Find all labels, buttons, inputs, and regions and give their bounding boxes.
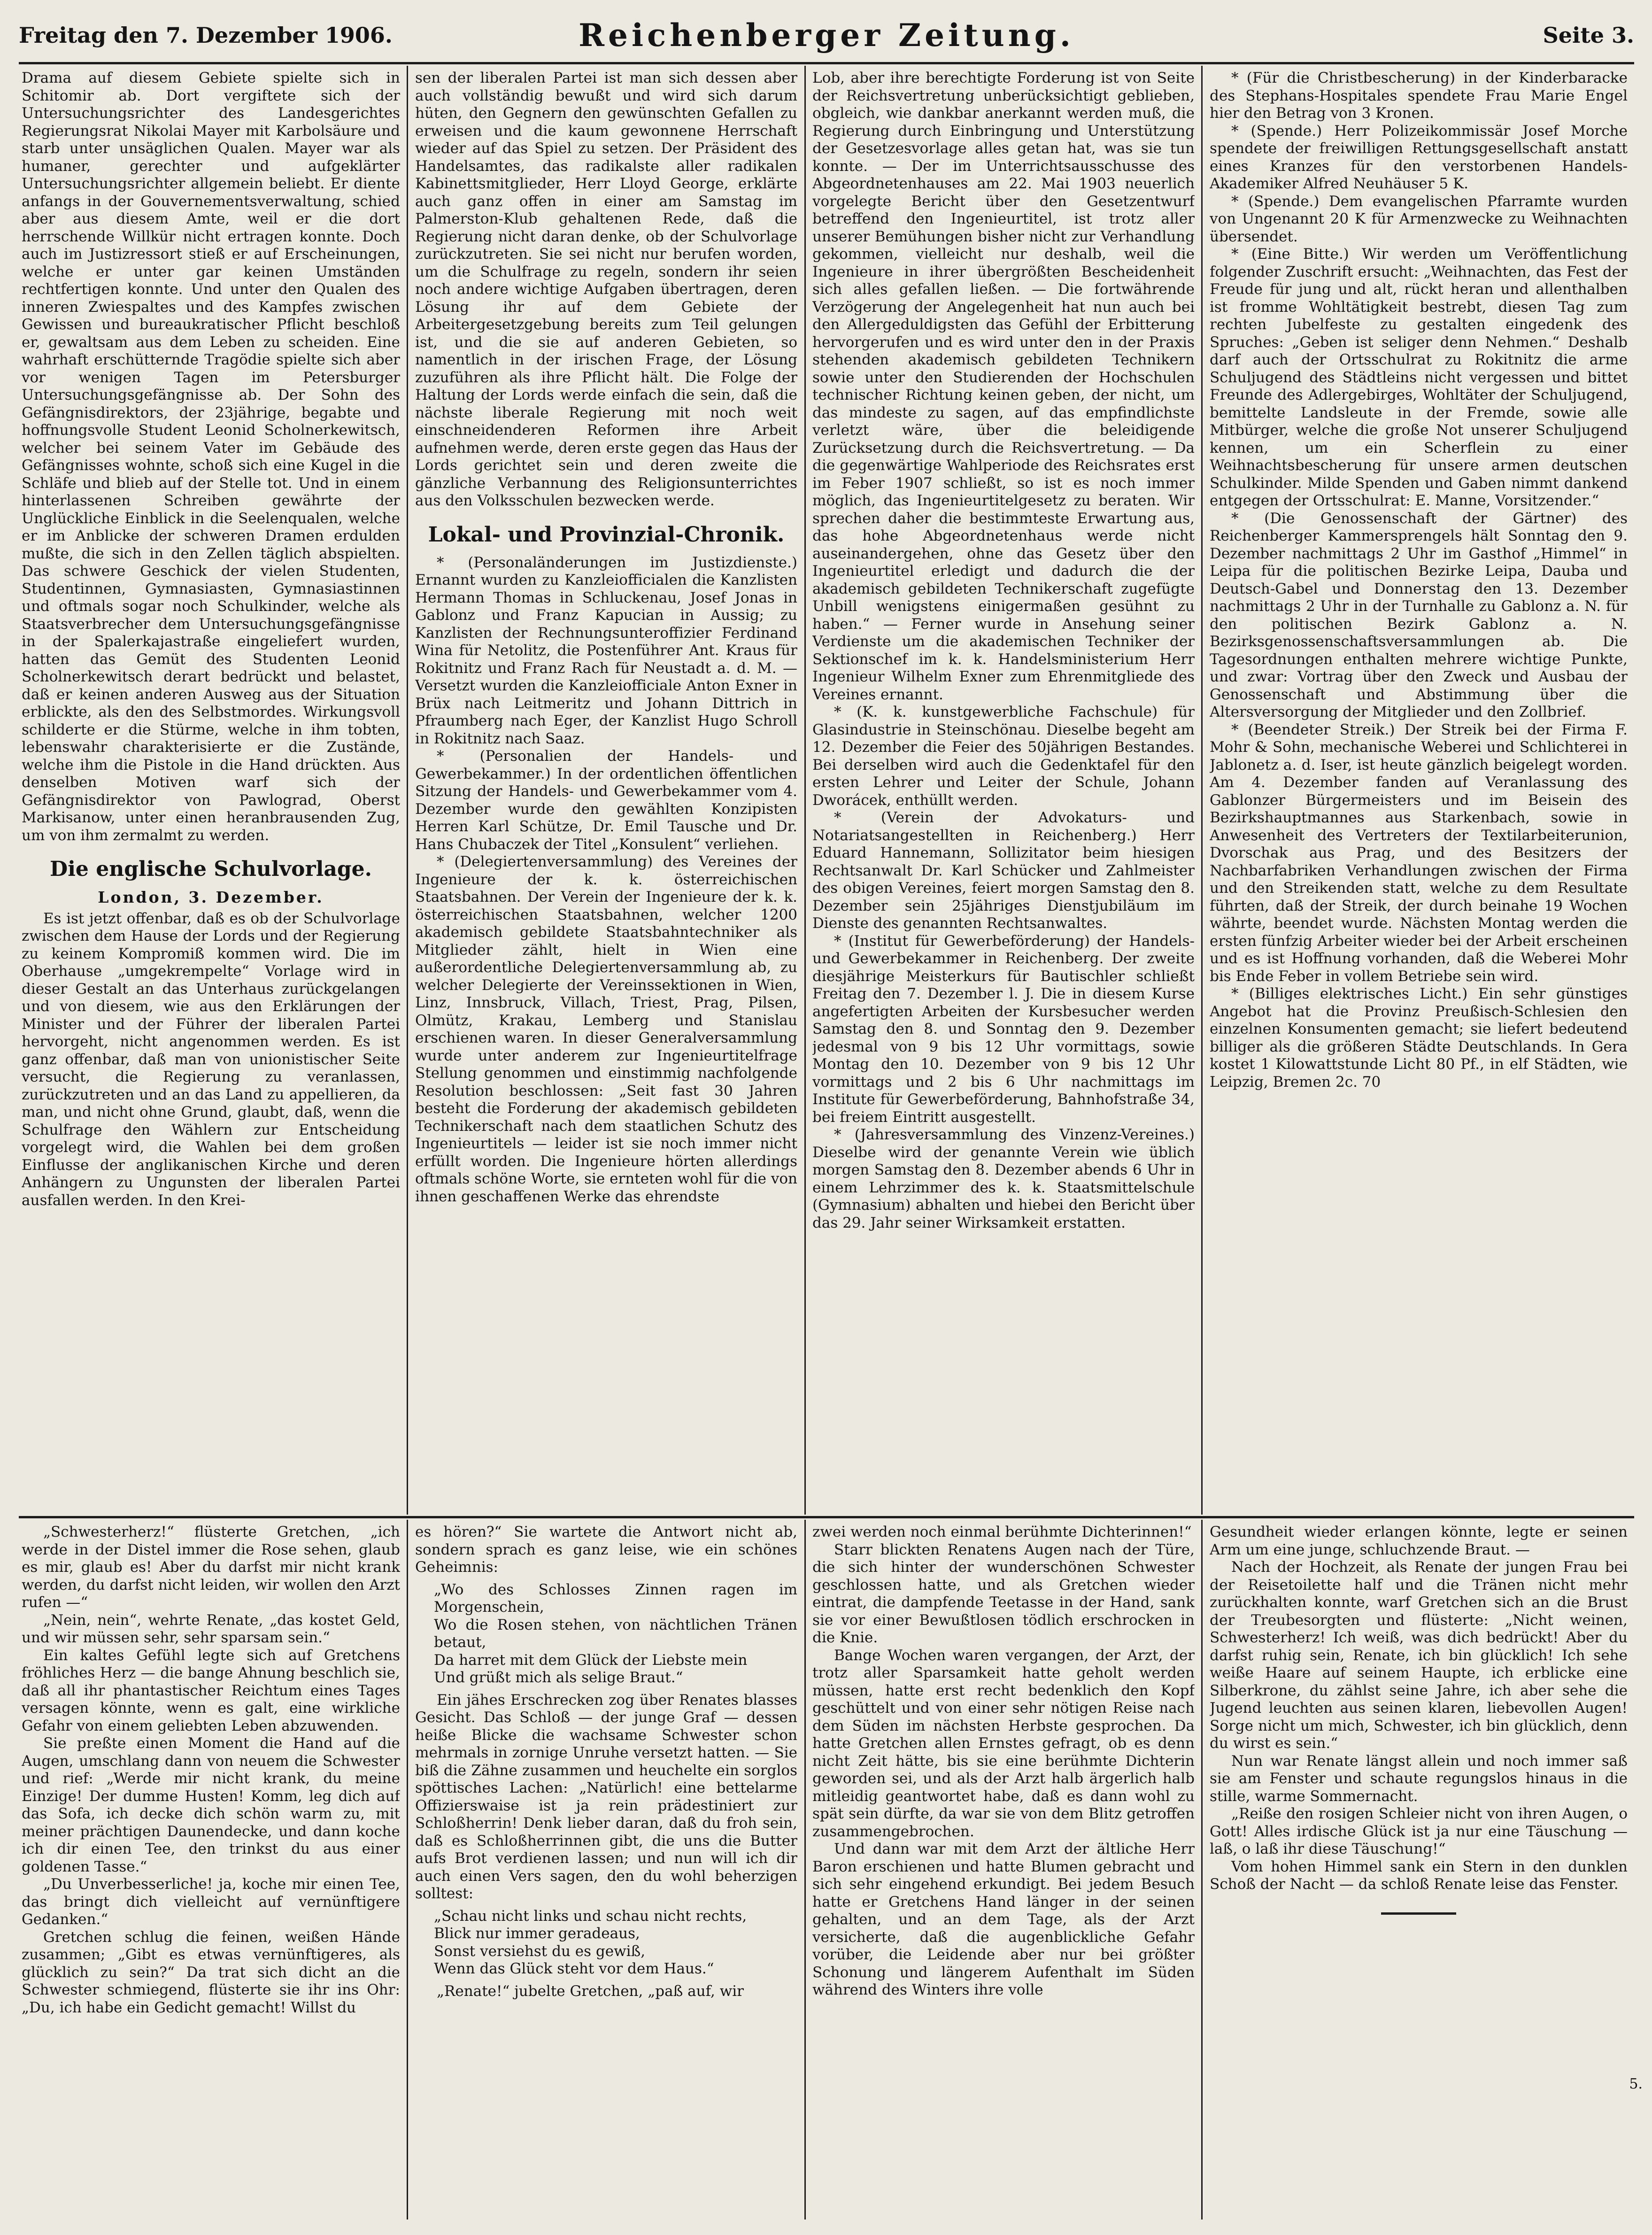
poem-line: Da harret mit dem Glück der Liebste mein [434,1651,748,1669]
story-paragraph: Und dann war mit dem Arzt der ältliche Herr Baron erschienen und hatte Blumen gebracht und sich sehr eingehend erkundigt. Bei jedem Besuch hatte er Gretchens Hand länger in der seinen gehalten, und an dem Tage, als der Arzt versicherte, daß die augenblickliche Gefahr vorüber, die Leidende aber nur bei größter Schonung und längerem Aufenthalt im Süden während des Winters ihre volle [812,1841,1195,1998]
story-paragraph: „Nein, nein“, wehrte Renate, „das kostet Geld, und wir müssen sehr, sehr sparsam sein.“ [22,1611,400,1646]
news-personal-justiz: * (Personaländerungen im Justizdienste.) Ernannt wurden zu Kanzleiofficialen die Kanzlisten Hermann Thomas in Schluckenau, Josef Jonas in Gablonz und Franz Kapucian in Aussig; zu Kanzlisten der Rechnungsunteroffizier Ferdinand Wina für Netolitz, die Postenführer Ant. Kraus für Rokitnitz und Franz Rach für Neustadt a. d. M. — Versetzt wurden die Kanzleiofficiale Anton Exner in Brüx nach Leitmeritz und Johann Dittrich in Pfraumberg nach Eger, der Kanzlist Hugo Schroll in Rokitnitz nach Saaz. [415,554,797,747]
page-header [19,7,1634,58]
story-paragraph: „Schwesterherz!“ flüsterte Gretchen, „ich werde in der Distel immer die Rose sehen, glaub es mir, glaub es! Aber du darfst mir nicht krank werden, du darfst nicht leiden, wir wollen den Arzt rufen —“ [22,1524,400,1611]
article-schulvorlage-text: Es ist jetzt offenbar, daß es ob der Schulvorlage zwischen dem Hause der Lords und der Regierung zu keinem Kompromiß kommen wird. Die im Oberhause „umgekrempelte“ Vorlage wird in dieser Gestalt an das Unterhaus zurückgelangen und von diesem, wie aus den Erklärungen der Minister und der Führer der liberalen Partei hervorgeht, nicht angenommen werden. Es ist ganz offenbar, daß man von unionistischer Seite versucht, die Regierung zu veranlassen, zurückzutreten und an das Land zu appellieren, da man, und nicht ohne Grund, glaubt, daß, wenn die Schulfrage den Wählern zur Entscheidung vorgelegt wird, die Wahlen bei dem großen Einflusse der anglikanischen Kirche und deren Anhängern zu Ungunsten der liberalen Partei ausfallen werden. In den Krei- [22,910,400,1209]
column-3 [812,70,1195,1511]
poem-line: Wenn das Glück steht vor dem Haus.“ [434,1960,714,1977]
poem-line: „Wo des Schlosses Zinnen ragen im Morgenschein, [434,1581,797,1616]
article-dateline: London, 3. Dezember. [98,888,324,906]
story-paragraph: Bange Wochen waren vergangen, der Arzt, der trotz aller Sparsamkeit hatte geholt werden müssen, hatte erst recht bedenklich den Kopf geschüttelt und von einer sehr nötigen Reise nach dem Süden im nächsten Herbste gesprochen. Da hatte Gretchen allen Ernstes gefragt, ob es denn nicht Zeit hätte, bis sie eine berühmte Dichterin geworden sei, und als der Arzt halb ärgerlich halb mitleidig geantwortet habe, daß es dann wohl zu spät sein dürfte, da war sie von dem Blitz getroffen zusammengebrochen. [812,1647,1195,1840]
story-paragraph: Gesundheit wieder erlangen könnte, legte er seinen Arm um eine junge, schluchzende Braut. — [1210,1524,1628,1558]
poem-line: Wo die Rosen stehen, von nächtlichen Tränen betaut, [434,1616,797,1651]
header-rule [19,62,1634,64]
news-streik: * (Beendeter Streik.) Der Streik bei der Firma F. Mohr & Sohn, mechanische Weberei und Schlichterei in Jablonetz a. d. Iser, ist heute gänzlich beigelegt worden. Am 4. Dezember fanden auf Veranlassung des Gablonzer Bürgermeisters und im Beisein des Bezirkshauptmannes aus Starkenbach, sowie in Anwesenheit des Vertreters der Textilarbeiterunion, Dvorschak aus Prag, und des Besitzers der Nachbarfabriken Verhandlungen zwischen der Firma und den Streikenden statt, welche zu dem Resultate führten, daß der Streik, der durch beinahe 19 Wochen währte, beendet wurde. Nächsten Montag werden die ersten fünfzig Arbeiter wieder bei der Arbeit erscheinen und es ist Hoffnung vorhanden, daß die Weberei Mohr bis Ende Feber in vollem Betriebe sein wird. [1210,721,1628,985]
feuilleton-rule [19,1516,1634,1518]
margin-mark: 5. [1629,2076,1643,2092]
column-2 [415,70,797,1511]
section-heading-chronik: Lokal- und Provinzial-Chronik. [428,522,785,547]
column-rule-6 [1201,1520,1203,2220]
story-paragraph: „Du Unverbesserliche! ja, koche mir einen Tee, das bringt dich vielleicht auf vernünftigere Gedanken.“ [22,1876,400,1928]
feuilleton-column-1 [22,1524,400,2219]
news-christbescherung: * (Für die Christbescherung) in der Kinderbaracke des Stephans-Hospitales spendete Frau Marie Engel hier den Betrag von 3 Kronen. [1210,70,1628,122]
story-paragraph: Sie preßte einen Moment die Hand auf die Augen, umschlang dann von neuem die Schwester und rief: „Werde mir nicht krank, du meine Einzige! Der dumme Husten! Komm, leg dich auf das Sofa, ich decke dich schön warm zu, mit meiner prächtigen Daunendecke, und dann koche ich dir einen Tee, den trinkst du aus einer goldenen Tasse.“ [22,1735,400,1875]
news-delegierten: * (Delegiertenversammlung) des Vereines der Ingenieure der k. k. österreichischen Staatsbahnen. Der Verein der Ingenieure der k. k. österreichischen Staatsbahnen, welcher 1200 akademisch gebildete Staatsbahntechniker als Mitglieder zählt, hielt in Wien eine außerordentliche Delegiertenversammlung ab, zu welcher Delegierte der Vereinssektionen in Wien, Linz, Innsbruck, Villach, Triest, Prag, Pilsen, Olmütz, Krakau, Lemberg und Stanislau erschienen waren. In dieser Generalversammlung wurde unter anderem zur Ingenieurtitelfrage Stellung genommen und einstimmig nachfolgende Resolution beschlossen: „Seit fast 30 Jahren besteht die Forderung der akademisch gebildeten Technikerschaft nach dem staatlichen Schutz des Ingenieurtitels — leider ist sie noch immer nicht erfüllt worden. Die Ingenieure hörten allerdings oftmals schöne Worte, sie ernteten wohl für die von ihnen geschaffenen Werke das ehrendste [415,853,797,1205]
story-paragraph: Starr blickten Renatens Augen nach der Türe, die sich hinter der wunderschönen Schwester geschlossen hatte, und als Gretchen wieder eintrat, die dampfende Teetasse in der Hand, sank sie vor einer Bewußtlosen tödlich erschrocken in die Knie. [812,1541,1195,1646]
feuilleton-column-3 [812,1524,1195,2219]
news-gaertner: * (Die Genossenschaft der Gärtner) des Reichenberger Kammersprengels hält Sonntag den 9. Dezember nachmittags 2 Uhr im Gasthof „Himmel“ in Leipa für die politischen Bezirke Leipa, Dauba und Deutsch-Gabel und Donnerstag den 13. Dezember nachmittags 2 Uhr in der Turnhalle zu Gablonz a. N. für den politischen Bezirk Gablonz a. N. Bezirksgenossenschaftsversammlungen ab. Die Tagesordnungen enthalten mehrere wichtige Punkte, und zwar: Vortrag über den Zweck und Ausbau der Genossenschaft und Abstimmung über die Altersversorgung der Mitglieder und den Zollbrief. [1210,510,1628,720]
column-4 [1210,70,1628,1511]
feuilleton-column-2 [415,1524,797,2219]
story-paragraph: zwei werden noch einmal berühmte Dichterinnen!“ [812,1524,1192,1540]
news-vinzenz: * (Jahresversammlung des Vinzenz-Vereines.) Dieselbe wird der genannte Verein wie üblich morgen Samstag den 8. Dezember abends 6 Uhr in einem Lehrzimmer des k. k. Staatsmittelschule (Gymnasium) abhalten und hiebei den Bericht über das 29. Jahr seiner Wirksamkeit erstatten. [812,1126,1195,1231]
news-fachschule: * (K. k. kunstgewerbliche Fachschule) für Glasindustrie in Steinschönau. Dieselbe begeht am 12. Dezember die Feier des 50jährigen Bestandes. Bei derselben wird auch die Gedenktafel für den ersten Lehrer und Leiter der Schule, Johann Dworácek, enthüllt werden. [812,704,1195,809]
poem-line: „Schau nicht links und schau nicht rechts, [434,1907,747,1925]
news-licht: * (Billiges elektrisches Licht.) Ein sehr günstiges Angebot hat die Provinz Preußisch-Schlesien den einzelnen Konsumenten gemacht; sie liefert bedeutend billiger als die größeren Städte Deutschlands. In Gera kostet 1 Kilowattstunde Licht 80 Pf., in elf Städten, wie Leipzig, Bremen 2c. 70 [1210,985,1628,1090]
story-paragraph: es hören?“ Sie wartete die Antwort nicht ab, sondern sprach es ganz leise, wie ein schönes Geheimnis: [415,1524,797,1576]
news-bitte: * (Eine Bitte.) Wir werden um Veröffentlichung folgender Zuschrift ersucht: „Weihnachten, das Fest der Freude für jung und alt, rückt heran und allenthalben ist fromme Wohltätigkeit bestrebt, diesen Tag zum rechten Jubelfeste zu gestalten eingedenk des Spruches: „Geben ist seliger denn Nehmen.“ Deshalb darf auch der Ortsschulrat zu Rokitnitz die arme Schuljugend des Städtleins nicht vergessen und bittet Freunde des Adlergebirges, Wohltäter der Schuljugend, bemittelte Landsleute in der Fremde, sowie alle Mitbürger, welche die große Not unserer Schuljugend kennen, um ein Scherflein zu einer Weihnachtsbescherung für unsere armen deutschen Schulkinder. Milde Spenden und Gaben nimmt dankend entgegen der Ortsschulrat: E. Manne, Vorsitzender.“ [1210,246,1628,509]
poem-line: Blick nur immer geradeaus, [434,1925,640,1942]
feuilleton-column-4 [1210,1524,1628,2219]
story-paragraph: Vom hohen Himmel sank ein Stern in den dunklen Schoß der Nacht — da schloß Renate leise das Fenster. [1210,1858,1628,1893]
article-schulvorlage-cont: sen der liberalen Partei ist man sich dessen aber auch vollständig bewußt und wird sich darum hüten, den Gegnern den gewünschten Gefallen zu erweisen und die kaum gewonnene Herrschaft wieder auf das Spiel zu setzen. Der Präsident des Handelsamtes, das radikalste aller radikalen Kabinettsmitglieder, Herr Lloyd George, erklärte auch ganz offen in einer am Samstag im Palmerston-Klub gehaltenen Rede, daß die Regierung nicht daran denke, ob der Schulvorlage zurückzutreten. Sie sei nicht nur berufen worden, um die Schulfrage zu regeln, sondern ihr seien noch andere wichtige Aufgaben übertragen, deren Lösung ihr auf dem Gebiete der Arbeitergesetzgebung bereits zum Teil gelungen ist, und die sie auf anderen Gebieten, so namentlich in der irischen Frage, der Lösung zuzuführen als ihre Pflicht hält. Die Folge der Haltung der Lords werde einfach die sein, daß die nächste liberale Regierung mit noch weit einschneidenderen Reformen ihre Arbeit aufnehmen werde, deren erste gegen das Haus der Lords gerichtet sein und deren zweite die gänzliche Verbannung des Religionsunterrichtes aus den Volksschulen bezwecken werde. [415,70,797,509]
news-ingenieur-cont: Lob, aber ihre berechtigte Forderung ist von Seite der Reichsvertretung unberücksichtigt geblieben, obgleich, wie dankbar anerkannt werden muß, die Regierung durch Einbringung und Unterstützung der Gesetzesvorlage alles getan hat, was sie tun konnte. — Der im Unterrichtsausschusse des Abgeordnetenhauses am 22. Mai 1903 neuerlich vorgelegte Bericht über den Gesetzentwurf betreffend den Ingenieurtitel, ist trotz aller unserer Bemühungen bisher nicht zur Verhandlung gekommen, vielleicht nur deshalb, weil die Ingenieure in ihrer übergrößten Bescheidenheit sich alles gefallen ließen. — Die fortwährende Verzögerung der Angelegenheit hat nun auch bei den Allergeduldigsten das Gefühl der Erbitterung hervorgerufen und es wird unter den in der Praxis stehenden akademisch gebildeten Technikern sowie unter den Studierenden der Hochschulen technischer Richtung keinen geben, der nicht, um das mindeste zu sagen, auf das empfindlichste verletzt wäre, über die beleidigende Zurücksetzung durch die Reichsvertretung. — Da die gegenwärtige Wahlperiode des Reichsrates erst im Feber 1907 schließt, so ist es noch immer möglich, das Ingenieurtitelgesetz zu beraten. Wir sprechen daher die bestimmteste Erwartung aus, das hohe Abgeordnetenhaus werde nicht auseinandergehen, ohne das Gesetz über den Ingenieurtitel erledigt und dadurch die der akademisch gebildeten Technikerschaft zugefügte Unbill wenigstens einigermaßen gesühnt zu haben.“ — Ferner wurde in Ansehung seiner Verdienste um die akademischen Techniker der Sektionschef im k. k. Handelsministerium Herr Ingenieur Wilhelm Exner zum Ehrenmitgliede des Vereines ernannt. [812,70,1195,703]
poem-line: Sonst versiehst du es gewiß, [434,1942,646,1960]
header-date: Freitag den 7. Dezember 1906. [19,23,393,48]
column-rule-5 [804,1520,806,2220]
news-gewerbefoerderung: * (Institut für Gewerbeförderung) der Handels- und Gewerbekammer in Reichenberg. Der zweite diesjährige Meisterkurs für Bautischler schließt Freitag den 7. Dezember l. J. Die in diesem Kurse angefertigten Arbeiten der Kursbesucher werden Samstag den 8. und Sonntag den 9. Dezember jedesmal von 9 bis 12 Uhr vormittags, sowie Montag den 10. Dezember von 9 bis 12 Uhr vormittags und 2 bis 6 Uhr nachmittags im Institute für Gewerbeförderung, Bahnhofstraße 34, bei freiem Eintritt ausgestellt. [812,932,1195,1126]
story-paragraph: Ein kaltes Gefühl legte sich auf Gretchens fröhliches Herz — die bange Ahnung beschlich sie, daß all ihr phantastischer Reichtum eines Tages versagen könnte, wenn es galt, eine wirkliche Gefahr von einem geliebten Leben abzuwenden. [22,1647,400,1734]
news-handelskammer: * (Personalien der Handels- und Gewerbekammer.) In der ordentlichen öffentlichen Sitzung der Handels- und Gewerbekammer vom 4. Dezember wurde den gewählten Konzipisten Herren Karl Schütze, Dr. Emil Tausche und Dr. Hans Chubaczek der Titel „Konsulent“ verliehen. [415,748,797,853]
column-rule-2 [804,66,806,1515]
article-russia-text: Drama auf diesem Gebiete spielte sich in Schitomir ab. Dort vergiftete sich der Untersuchungsrichter des Landesgerichtes Regierungsrat Nikolai Mayer mit Karbolsäure und starb unter unsäglichen Qualen. Mayer war als humaner, gerechter und aufgeklärter Untersuchungsrichter allgemein beliebt. Er diente anfangs in der Gouvernementsverwaltung, schied aber aus diesem Amte, weil er die dort herrschende Willkür nicht ertragen konnte. Doch auch im Justizressort stieß er auf Erscheinungen, welche er unter gar keinen Umständen rechtfertigen konnte. Und unter den Qualen des inneren Zwiespaltes und des Kampfes zwischen Gewissen und bureaukratischer Pflicht beschloß er, gewaltsam aus dem Leben zu scheiden. Eine wahrhaft erschütternde Tragödie spielte sich aber vor wenigen Tagen im Petersburger Untersuchungsgefängnisse ab. Der Sohn des Gefängnisdirektors, der 23jährige, begabte und hoffnungsvolle Student Leonid Scholnerkewitsch, welcher bei seinem Vater im Gebäude des Gefängnisses wohnte, schoß sich eine Kugel in die Schläfe und blieb auf der Stelle tot. Und in einem hinterlassenen Schreiben gewährte der Unglückliche Einblick in die Seelenqualen, welche er im Anblicke der schweren Dramen erdulden mußte, die sich in den Zellen täglich abspielten. Das schwere Geschick der vielen Studenten, Studentinnen, Gymnasiasten, Gymnasiastinnen und oftmals sogar noch Schulkinder, welche als Staatsverbrecher dem Untersuchungsgefängnisse in der Spalerkajastraße eingeliefert wurden, hatten das Gemüt des Studenten Leonid Scholnerkewitsch derart bedrückt und belastet, daß er keinen anderen Ausweg aus der Situation erblickte, als den des Selbstmordes. Wirkungsvoll schilderte er die Stürme, welche in ihm tobten, lebenswahr charakterisierte er die Zustände, welche ihm die Pistole in die Hand drückten. Aus denselben Motiven warf sich der Gefängnisdirektor von Pawlograd, Oberst Markisanow, unter einen heranbrausenden Zug, um von ihm zermalmt zu werden. [22,70,400,844]
story-paragraph: Nach der Hochzeit, als Renate der jungen Frau bei der Reisetoilette half und die Tränen nicht mehr zurückhalten konnte, warf Gretchen sich an die Brust der Treubesorgten und flüsterte: „Nicht weinen, Schwesterherz! Ich weiß, was dich bedrückt! Aber du darfst ruhig sein, Renate, ich bin glücklich! Ich sehe weiße Haare auf seinem Haupte, ich erblicke eine Silberkrone, du zählst seine Jahre, ich aber sehe die Jugend leuchten aus seinen klaren, liebevollen Augen! Sorge nicht um mich, Schwester, ich bin glücklich, denn du wirst es sein.“ [1210,1559,1628,1752]
story-paragraph: „Reiße den rosigen Schleier nicht von ihren Augen, o Gott! Alles irdische Glück ist ja nur eine Täuschung — laß, o laß ihr diese Täuschung!“ [1210,1805,1628,1857]
story-paragraph: „Renate!“ jubelte Gretchen, „paß auf, wir [437,1982,744,2000]
column-1 [22,70,400,1511]
page-number: Seite 3. [1543,23,1634,48]
article-heading-schulvorlage: Die englische Schulvorlage. [50,857,372,881]
column-rule-3 [1201,66,1203,1515]
story-paragraph: Ein jähes Erschrecken zog über Renates blasses Gesicht. Das Schloß — der junge Graf — dessen heiße Blicke die wachsame Schwester schon mehrmals in zornige Unruhe versetzt hatten. — Sie biß die Zähne zusammen und heuchelte ein sorglos spöttisches Lachen: „Natürlich! eine bettelarme Offizierswaise ist ja rein prädestiniert zur Schloßherrin! Denk lieber daran, daß du froh sein, daß es Schloßherrinnen gibt, die uns die Butter aufs Brot verdienen lassen; und nun will ich dir auch einen Vers sagen, den du wohl beherzigen solltest: [415,1691,797,1902]
column-rule-1 [407,66,408,1515]
newspaper-title: Reichenberger Zeitung. [579,17,1074,54]
end-rule [1381,1912,1456,1915]
story-paragraph: Nun war Renate längst allein und noch immer saß sie am Fenster und schaute regungslos hinaus in die stille, warme Sommernacht. [1210,1752,1628,1805]
news-advokaturs: * (Verein der Advokaturs- und Notariatsangestellten in Reichenberg.) Herr Eduard Hannemann, Sollizitator beim hiesigen Rechtsanwalt Dr. Karl Schücker und Zahlmeister des obigen Vereines, feiert morgen Samstag den 8. Dezember sein 25jähriges Dienstjubiläum im Dienste des genannten Rechtsanwaltes. [812,809,1195,932]
poem-line: Und grüßt mich als selige Braut.“ [434,1669,683,1686]
story-paragraph: Gretchen schlug die feinen, weißen Hände zusammen; „Gibt es etwas vernünftigeres, als glücklich zu sein?“ Da trat sich dicht an die Schwester schmiegend, flüsterte sie ihr ins Ohr: „Du, ich habe ein Gedicht gemacht! Willst du [22,1928,400,2016]
news-spende-1: * (Spende.) Herr Polizeikommissär Josef Morche spendete der freiwilligen Rettungsgesellschaft anstatt eines Kranzes für den verstorbenen Handels-Akademiker Alfred Neuhäuser 5 K. [1210,122,1628,192]
news-spende-2: * (Spende.) Dem evangelischen Pfarramte wurden von Ungenannt 20 K für Armenzwecke zu Weihnachten übersendet. [1210,193,1628,245]
column-rule-4 [407,1520,408,2220]
